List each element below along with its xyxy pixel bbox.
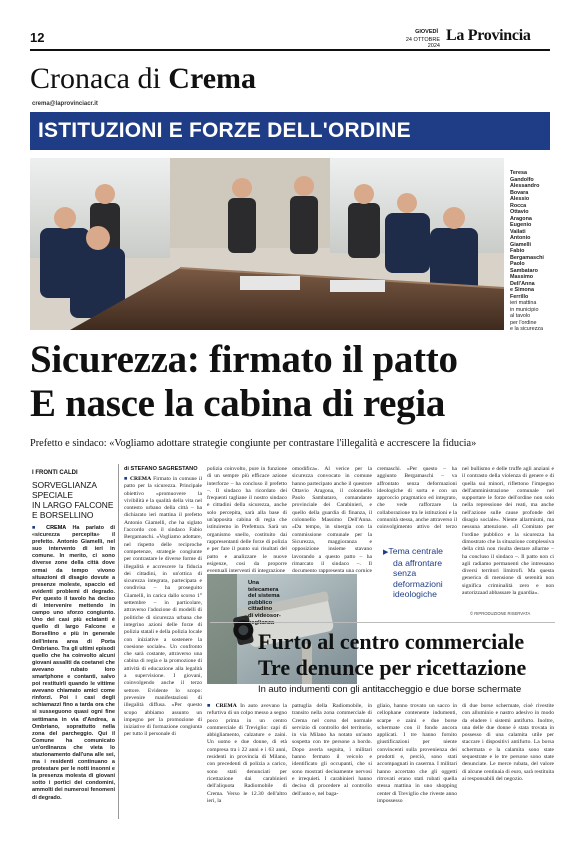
header-rule (30, 49, 550, 51)
header-date: 24 OTTOBRE 2024 (405, 37, 440, 49)
section-title (30, 62, 256, 96)
header-day: GIOVEDÌ (415, 29, 438, 35)
topic-banner (30, 112, 550, 150)
article-col-5: nel bullismo e delle truffe agli anziani e il contrasto della violenza di genere e di quella sui minori, riflettono l'impegno dell'amministrazione comunale nel supportare le forze dell'ordine non solo nella repressione dei reati, ma anche nell'azione sulle cause profonde del disagio sociale». Niente allarmismi, ma nessuna attenzione. «Il Comitato per l'ordine pubblico e la sicurezza ha dimostrato che la situazione complessiva della città non risulta destare allarme – ha concluso il sindaco –. Il patto non ci agli radiamo permanenti che intressano diversi territori limitrofi. Ma questa generica di mensione di serenità non significa criminalità zero e non autorizzaad abbassare la guardia». (462, 466, 554, 597)
second-col-2: pattuglia della Radiomobile, in transito nella zona commerciale di Crema nel corso del normale servizio di controllo del territorio, in via Milano ha notato un'auto sospetta con tre persone a bordo. Dopo averla seguita, i militari hanno fermato il veicolo e identificato gli occupanti, che si sono mostrati decisamente nervosi e irrequieti. I carabinieri hanno deciso di procedere al controllo dell'auto e, nel baga- (292, 703, 372, 797)
second-title-2: Tre denunce per ricettazione (258, 655, 527, 680)
second-subtitle: In auto indumenti con gli antitaccheggio e due borse schermate (258, 683, 522, 694)
headline-line-1: Sicurezza: firmato il patto (30, 338, 458, 381)
sidebar-kicker: I FRONTI CALDI (32, 470, 78, 476)
byline: di STEFANO SAGRESTANO (124, 466, 198, 472)
photo-caption: Teresa Gandolfo Alessandro Bovara Alessio Rocca Ottavio Aragona Eugenio Vailati Antonio Giamelli Fabio Bergamaschi Paolo Sambataro Massimo Dell'Anna e Simona Ferrillo ieri mattina in municipio al tavolo per l'ordine e la sicurezza (510, 170, 544, 332)
article-col-2: polizia coinvolto, pure in funzione di un sempre più efficace azione interforze – ha concluso il prefetto –. Il sindaco ha ricordato dei frequenti tagliane il nostro sindaco e cittadini della sicurezza, anche solo percepita, sarà alla base di un'apposita cabina di regia che istituiremo in Prefettura. Sarà un organismo snello, costituito dai rappresentanti delle forze di polizia e per fare il punto sui risultati del patto e analizzare le nuove esigenze, così da proporre eventuali interventi di integrazione (207, 466, 287, 574)
article-col-3: omodifica». Al verice per la sicurezza convocato in comune hanno partecipato anche il questore Ottavio Aragona, il colonnello Paolo Sambataro, comandante provinciale dei Carabinieri, e quello della guardia di finanza, il colonnello Massimo Dell'Anna. «Da tempo, in sinergia con la commissione comunale per la Sicurezza, maggioranza e opposizione insieme stavano lavorando a questo patto – ha rimarcato il sindaco –. Il documento rappresenta una cornice (292, 466, 372, 574)
second-col-4: di due borse schermate, cioè rivestite con alluminio e nastro adesivo in modo da eludere i sistemi antifurto. Inoltre, una delle due donne è stata trovata in possesso di una calamita utile per staccare i dispositivi antifurto. La borsa schermata e la calamita sono state sequestrate e le tre persone sono state denunciate. Le merce rubata, del valore di alcune centinaia di euro, sarà restituita ai responsabili del negozio. (462, 703, 554, 782)
second-article-rule (210, 622, 555, 623)
second-title-1: Furto al centro commerciale (258, 629, 525, 654)
headline-line-2: E nasce la cabina di regia (30, 382, 446, 425)
subheadline: Prefetto e sindaco: «Vogliamo adottare strategie congiunte per contrastare l'illegalità e accrescere la fiducia» (30, 438, 477, 449)
article-col-1: ■ CREMA Firmato in comune il patto per la sicurezza. Principale obiettivo «promuovere la vivibilità e la qualità della vita nel contesto urbano della città – ha dichiarato ieri mattina il prefetto Antonio Giamelli, che ha siglato l'accordo con il sindaco Fabio Bergamaschi. «Vogliamo adottare, nel rispetto delle reciproche competenze, strategie congiunte per contrastare le diverse forme di illegalità e accrescere la fiducia dei cittadini, in un'ottica di sicurezza integrata, partecipata e condivisa – ha proseguito Giamelli, in carica dallo scorso 1° settembre – in particolare, attraverso l'adozione di modelli di politiche di sicurezza urbana che integrino azioni delle forze di polizia statali e della polizia locale con iniziative a sostenere la coesione sociale». Un confronto che sarà costante, attraverso una cabina di regia e la promozione di attività di educazione alla legalità a supervisione. I giovani, coinvolgendo anche il terzo settore. Evidente lo scopo: prevenire manifestazioni di illegalità diffusa. «Per questo scopo abbiamo assunto un impegno per la promozione di iniziative di formazione congiunta per tutto il personale di (124, 476, 202, 738)
sidebar-body: ■ CREMA Ha parlato di «sicurezza percepita» il prefetto. Antonio Giamelli, nel suo intervento di ieri in comune. In merito, ci sono diverse zone della città dove ormai da tempo vivono situazioni di disagio dovute a presenze moleste, spaccio ed evidenti problemi di degrado. Per questo il tavolo ha deciso di intervenire mettendo in campo uno sforzo congiunto. Uno dei casi più eclatanti è quello di largo Falcone e Borsellino e più in generale dell'intera area di Porta Ombriano. Tra gli ultimi episodi quello che ha coinvolto alcuni giovani assaliti da coetanei che avevano rubato loro smartphone e contanti, salvo poi restituirli quando le vittime avevano chiamato amici come rinforzi. Poi i casi degli schiamazzi fino a tarda ora che si susseguono quasi ogni fine settimana in via d'Andrea, a Ombriano, soprattutto nella zona del parcheggio. Qui il Comune ha comunicato un'ordinanza che vieta lo stazionamento dall'una alle sei, ma i residenti continuano a protestare per le notti insonni e la presenza molesta di giovani sotto i portici dei condomini, ammolti dei numerosi fenomeni di degrado. (32, 525, 115, 801)
meeting-photo (30, 158, 504, 330)
section-prefix: Cronaca di (30, 62, 169, 95)
article-col-4: cremaschi. «Per questo – ha aggiunto Bergamaschi – va affrontato senza deformazioni ideologiche di sorta e con un approccio pragmatico ed integrato, che vede rafforzare la collaborazione tra le istituzioni e la comunità stessa, anche attraverso il coinvolgimento attivo del terzo (377, 466, 457, 531)
second-col-3: gliaio, hanno trovato un sacco in cellophane contenente indumenti, scarpe e zaini e due borse schermate con il fondo ancora applicati. I tre hanno fornito giustificazioni per niente convincenti sulla provenienza dei prodotti e, perciò, sono stati accompagnati in caserma. I militari hanno accertato che gli oggetti ritrovati erano stati rubati quella stessa mattina in uno shopping center di Treviglio che riveste anno impossesso (377, 703, 457, 804)
sidebar-title: SORVEGLIANZA SPECIALE IN LARGO FALCONE E BORSELLINO (32, 480, 114, 520)
pull-quote: ▶Tema centrale da affrontare senza deformazioni ideologiche (383, 546, 443, 599)
section-city: Crema (168, 62, 257, 95)
main-photo (30, 158, 504, 330)
second-col-1: ■ CREMA In auto avevano la refurtiva di un colpo messo a segno poco prima in un centro commerciale di Treviglio: capi di abbigliamento, calzature e zaini. Un uomo e due donne, di età compresa tra i 22 anni e i 63 anni, residenti in provincia di Milano, con precedenti di polizia a carico, sono stati denunciati per ricettazione dai carabinieri dell'aliquota Radiomobile di Crema. Verso le 12.30 dell'altro ieri, la (207, 703, 287, 804)
section-email: crema@laprovinciacr.it (32, 101, 98, 107)
copyright-note: © RIPRODUZIONE RISERVATA (470, 611, 531, 616)
masthead: La Provincia (446, 27, 531, 44)
camera-caption: Una telecamera del sistema pubblico cittadino di videosor- (248, 580, 281, 619)
banner-title: ISTITUZIONI E FORZE DELL'ORDINE (38, 119, 411, 142)
page-number: 12 (30, 30, 45, 45)
quote-arrow-icon: ▶ (383, 549, 389, 556)
